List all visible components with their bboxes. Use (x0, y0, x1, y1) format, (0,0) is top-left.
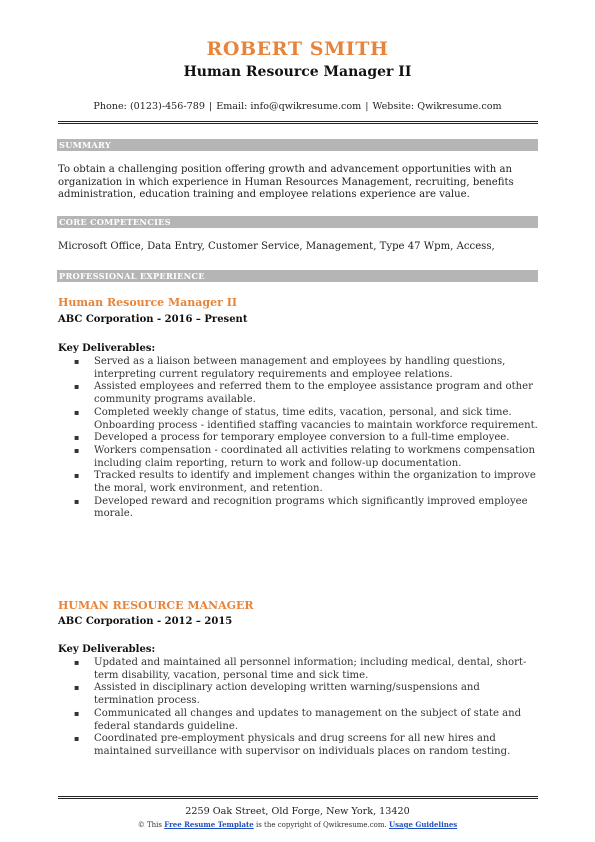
footer-copyright (0, 820, 595, 829)
list-item: ▪ Completed weekly change of status, time edits, vacation, personal, and sick time. Onboarding process - identified staffing vacancies to maintain workforce requirement. (73, 407, 540, 432)
list-item: ▪ Developed a process for temporary employee conversion to a full-time employee. (73, 432, 540, 445)
contact-separator: | (208, 101, 213, 112)
section-heading-competencies: CORE COMPETENCIES (57, 216, 538, 228)
list-item: ▪ Developed reward and recognition programs which significantly improved employee morale. (73, 496, 540, 521)
candidate-name: ROBERT SMITH (206, 38, 389, 60)
list-item: ▪ Assisted employees and referred them to the employee assistance program and other community programs available. (73, 381, 540, 406)
list-item: ▪ Served as a liaison between management and employees by handling questions, interpreting current regulatory requirements and employee relations. (73, 356, 540, 381)
list-item: ▪ Communicated all changes and updates to management on the subject of state and federal standards guideline. (73, 708, 540, 733)
list-item: ▪ Assisted in disciplinary action developing written warning/suspensions and termination process. (73, 682, 540, 707)
footer-divider (58, 796, 538, 799)
list-item: ▪ Workers compensation - coordinated all activities relating to workmens compensation including claim reporting, return to work and follow-up documentation. (73, 445, 540, 470)
contact-line (0, 101, 595, 112)
job-2-company: ABC Corporation - 2012 – 2015 (58, 616, 233, 627)
job-2-bullets (73, 657, 540, 759)
copyright-middle: is the copyright of Qwikresume.com. (255, 821, 387, 829)
header-divider (58, 121, 538, 124)
free-resume-template-link[interactable]: Free Resume Template (164, 820, 254, 829)
list-item: ▪ Updated and maintained all personnel information; including medical, dental, short-term disability, vacation, personal time and sick time. (73, 657, 540, 682)
job-1-title: Human Resource Manager II (58, 296, 238, 309)
summary-text: To obtain a challenging position offering growth and advancement opportunities with an organization in which experience in Human Resources Management, recruiting, benefits administration, education training and employee relations experience are value. (58, 164, 514, 201)
competencies-text: Microsoft Office, Data Entry, Customer Service, Management, Type 47 Wpm, Access, (58, 241, 495, 252)
section-heading-summary: SUMMARY (57, 139, 538, 151)
usage-guidelines-link[interactable]: Usage Guidelines (388, 820, 458, 829)
copyright-prefix: © This (137, 821, 162, 829)
section-heading-experience: PROFESSIONAL EXPERIENCE (57, 270, 538, 282)
job-2-title: HUMAN RESOURCE MANAGER (58, 599, 254, 612)
contact-separator: | (365, 101, 369, 112)
contact-phone: Phone: (0123)-456-789 (93, 101, 205, 112)
contact-website: Website: Qwikresume.com (372, 101, 502, 112)
job-1-deliverables-label: Key Deliverables: (58, 343, 156, 354)
job-1-company: ABC Corporation - 2016 – Present (58, 314, 248, 325)
list-item: ▪ Tracked results to identify and implement changes within the organization to improve the moral, work environment, and retention. (73, 470, 540, 495)
job-1-bullets (73, 356, 540, 521)
job-title-heading: Human Resource Manager II (183, 64, 412, 80)
contact-email: Email: info@qwikresume.com (216, 101, 362, 112)
job-2-deliverables-label: Key Deliverables: (58, 644, 156, 655)
list-item: ▪ Coordinated pre-employment physicals and drug screens for all new hires and maintained surveillance with supervisor on individuals places on random testing. (73, 733, 540, 758)
footer-address: 2259 Oak Street, Old Forge, New York, 13420 (185, 806, 410, 817)
